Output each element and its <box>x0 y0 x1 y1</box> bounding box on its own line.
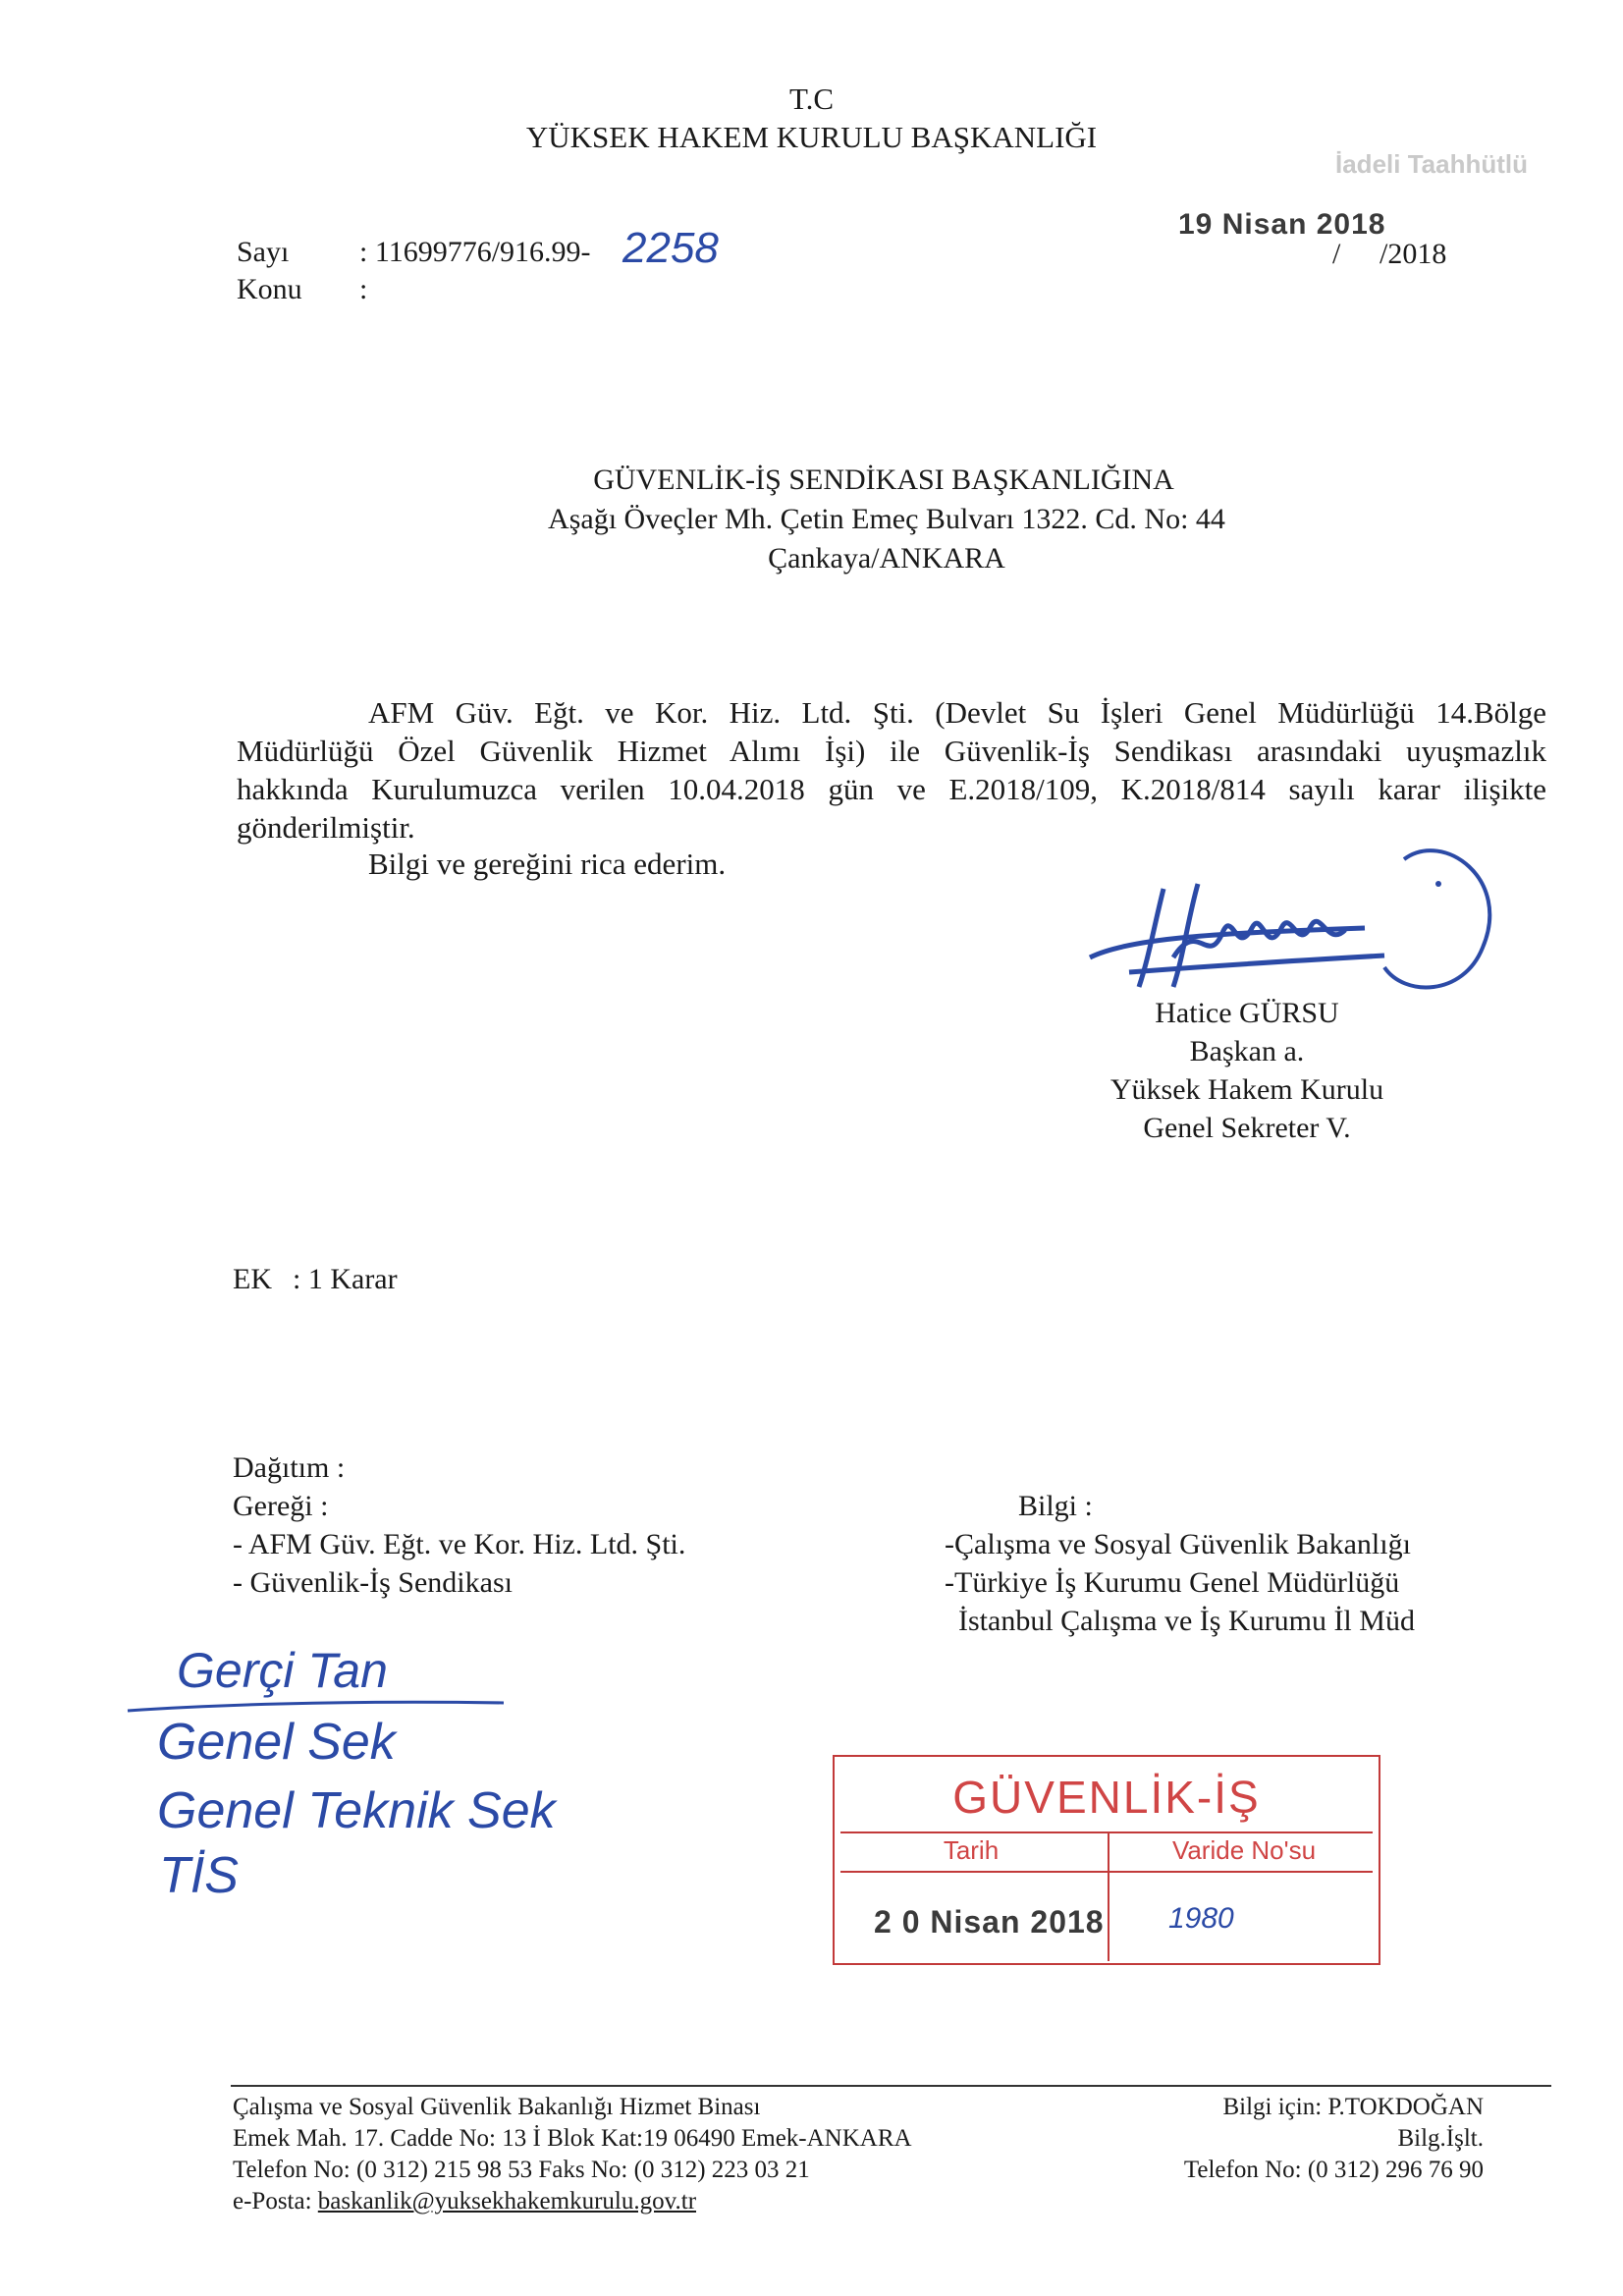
addressee-name: GÜVENLİK-İŞ SENDİKASI BAŞKANLIĞINA <box>593 464 1174 496</box>
handwritten-note: Genel Sek <box>157 1714 396 1771</box>
footer-contact-unit: Bilg.İşlt. <box>1397 2125 1484 2152</box>
addressee-city: Çankaya/ANKARA <box>768 542 1005 574</box>
registered-mail-stamp: İadeli Taahhütlü <box>1335 149 1528 179</box>
sayi-handwritten-number: 2258 <box>622 224 719 272</box>
handwritten-note: Gerçi Tan <box>177 1643 388 1698</box>
konu-value: : <box>359 273 368 305</box>
distribution-label: Dağıtım : <box>233 1451 346 1484</box>
body-line-2: Müdürlüğü Özel Güvenlik Hizmet Alımı İşi) ile Güvenlik-İş Sendikası arasındaki uyuşmazlık <box>237 734 1546 768</box>
footer-address-1: Çalışma ve Sosyal Güvenlik Bakanlığı Hizmet Binası <box>233 2094 761 2120</box>
sayi-value: : 11699776/916.99- <box>359 236 591 268</box>
footer-contact-phone: Telefon No: (0 312) 296 76 90 <box>1183 2157 1484 2183</box>
sayi-label: Sayı <box>237 236 290 268</box>
date-slash: / <box>1332 238 1341 270</box>
closing-request: Bilgi ve gereğini rica ederim. <box>368 847 727 881</box>
bilgi-item: İstanbul Çalışma ve İş Kurumu İl Müd <box>958 1605 1415 1637</box>
stamp-number-label: Varide No'su <box>1171 1835 1317 1865</box>
signature-icon <box>1070 840 1512 1011</box>
footer-email-label: e-Posta: <box>233 2188 318 2214</box>
body-line-4: gönderilmiştir. <box>237 810 415 845</box>
gereği-item: - Güvenlik-İş Sendikası <box>233 1566 513 1599</box>
konu-label: Konu <box>237 273 302 305</box>
date-year: /2018 <box>1380 238 1447 270</box>
handwritten-note: TİS <box>159 1847 239 1904</box>
bilgi-item: -Çalışma ve Sosyal Güvenlik Bakanlığı <box>945 1528 1411 1560</box>
body-line-1: AFM Güv. Eğt. ve Kor. Hiz. Ltd. Şti. (Devlet Su İşleri Genel Müdürlüğü 14.Bölge <box>368 695 1546 730</box>
bilgi-item: -Türkiye İş Kurumu Genel Müdürlüğü <box>945 1566 1400 1599</box>
signatory-title-1: Başkan a. <box>1189 1035 1305 1067</box>
signatory-title-3: Genel Sekreter V. <box>1143 1112 1351 1144</box>
stamp-date-value: 2 0 Nisan 2018 <box>874 1904 1105 1940</box>
signatory-title-2: Yüksek Hakem Kurulu <box>1109 1073 1384 1106</box>
attachment-value: : 1 Karar <box>293 1263 398 1295</box>
date-stamp: 19 Nisan 2018 <box>1178 208 1386 241</box>
footer-address-2: Emek Mah. 17. Cadde No: 13 İ Blok Kat:19 06490 Emek-ANKARA <box>233 2125 912 2152</box>
stamp-title: GÜVENLİK-İŞ <box>952 1772 1261 1823</box>
bilgi-label: Bilgi : <box>1018 1490 1093 1522</box>
gereği-label: Gereği : <box>233 1490 329 1522</box>
body-line-3: hakkında Kurulumuzca verilen 10.04.2018 gün ve E.2018/109, K.2018/814 sayılı karar ilişikte <box>237 772 1546 806</box>
footer-divider <box>231 2085 1551 2087</box>
header-tc: T.C <box>788 82 835 116</box>
stamp-divider <box>840 1871 1373 1873</box>
gereği-item: - AFM Güv. Eğt. ve Kor. Hiz. Ltd. Şti. <box>233 1528 686 1560</box>
footer-contact-person: Bilgi için: P.TOKDOĞAN <box>1222 2094 1484 2120</box>
footer-email <box>233 2186 696 2217</box>
body-paragraph <box>237 693 1546 847</box>
stamp-number-value: 1980 <box>1168 1902 1234 1935</box>
signatory-name: Hatice GÜRSU <box>1155 997 1339 1029</box>
footer-email-link[interactable]: baskanlik@yuksekhakemkurulu.gov.tr <box>317 2188 697 2214</box>
footer-phone: Telefon No: (0 312) 215 98 53 Faks No: (0 312) 223 03 21 <box>233 2157 810 2183</box>
stamp-divider <box>840 1831 1373 1833</box>
header-institution: YÜKSEK HAKEM KURULU BAŞKANLIĞI <box>525 120 1098 154</box>
incoming-stamp <box>833 1755 1380 1965</box>
attachment-label: EK <box>233 1263 272 1295</box>
addressee-street: Aşağı Öveçler Mh. Çetin Emeç Bulvarı 1322. Cd. No: 44 <box>548 503 1225 535</box>
handwritten-note: Genel Teknik Sek <box>157 1782 556 1839</box>
stamp-date-label: Tarih <box>943 1835 1000 1865</box>
